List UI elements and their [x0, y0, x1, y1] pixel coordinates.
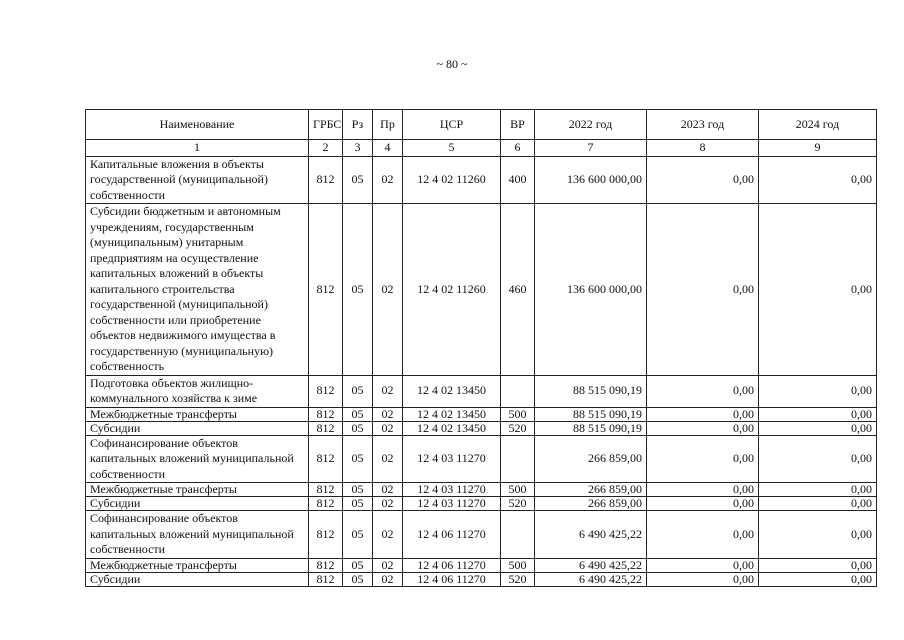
cell-grbs: 812: [309, 558, 343, 572]
cell-vr: 400: [501, 156, 535, 204]
cell-2023: 0,00: [647, 558, 759, 572]
table-row: [86, 572, 877, 586]
cell-2023: 0,00: [647, 421, 759, 435]
cell-2022: 6 490 425,22: [535, 572, 647, 586]
cell-2024: 0,00: [759, 156, 877, 204]
cell-2024: 0,00: [759, 511, 877, 559]
row-name: Подготовка объектов жилищно-коммунального хозяйства к зиме: [86, 375, 309, 407]
budget-table: [85, 109, 877, 587]
table-row: [86, 375, 877, 407]
table-row: [86, 421, 877, 435]
cell-csr: 12 4 06 11270: [403, 511, 501, 559]
cell-2024: 0,00: [759, 435, 877, 483]
column-number: 1: [86, 140, 309, 157]
cell-2023: 0,00: [647, 497, 759, 511]
cell-vr: [501, 375, 535, 407]
cell-vr: 520: [501, 572, 535, 586]
page-number: ~ 80 ~: [436, 57, 468, 71]
row-name: Межбюджетные трансферты: [86, 558, 309, 572]
table-row: [86, 407, 877, 421]
row-name: Софинансирование объектов капитальных вложений муниципальной собственности: [86, 435, 309, 483]
cell-2022: 88 515 090,19: [535, 407, 647, 421]
row-name: Субсидии: [86, 497, 309, 511]
cell-2022: 266 859,00: [535, 483, 647, 497]
cell-grbs: 812: [309, 375, 343, 407]
cell-pr: 02: [373, 407, 403, 421]
header-csr: ЦСР: [403, 110, 501, 140]
header-grbs: ГРБС: [309, 110, 343, 140]
cell-2023: 0,00: [647, 407, 759, 421]
table-row: [86, 511, 877, 559]
cell-2022: 6 490 425,22: [535, 511, 647, 559]
cell-csr: 12 4 06 11270: [403, 558, 501, 572]
header-2023: 2023 год: [647, 110, 759, 140]
row-name: Межбюджетные трансферты: [86, 407, 309, 421]
header-2024: 2024 год: [759, 110, 877, 140]
cell-vr: 520: [501, 497, 535, 511]
cell-2024: 0,00: [759, 572, 877, 586]
row-name: Межбюджетные трансферты: [86, 483, 309, 497]
header-2022: 2022 год: [535, 110, 647, 140]
cell-2022: 88 515 090,19: [535, 375, 647, 407]
header-name: Наименование: [86, 110, 309, 140]
cell-csr: 12 4 02 13450: [403, 407, 501, 421]
column-number-row: [86, 140, 877, 157]
cell-pr: 02: [373, 572, 403, 586]
cell-vr: [501, 435, 535, 483]
cell-pr: 02: [373, 421, 403, 435]
cell-rz: 05: [343, 497, 373, 511]
cell-2023: 0,00: [647, 572, 759, 586]
cell-2024: 0,00: [759, 483, 877, 497]
cell-csr: 12 4 02 13450: [403, 375, 501, 407]
cell-2022: 6 490 425,22: [535, 558, 647, 572]
cell-pr: 02: [373, 497, 403, 511]
header-row: [86, 110, 877, 140]
cell-2023: 0,00: [647, 156, 759, 204]
cell-2023: 0,00: [647, 204, 759, 376]
cell-2023: 0,00: [647, 435, 759, 483]
cell-csr: 12 4 02 11260: [403, 204, 501, 376]
row-name: Субсидии: [86, 421, 309, 435]
cell-csr: 12 4 02 11260: [403, 156, 501, 204]
cell-csr: 12 4 06 11270: [403, 572, 501, 586]
table-row: [86, 435, 877, 483]
cell-grbs: 812: [309, 497, 343, 511]
cell-2024: 0,00: [759, 204, 877, 376]
cell-rz: 05: [343, 421, 373, 435]
row-name: Капитальные вложения в объекты государственной (муниципальной) собственности: [86, 156, 309, 204]
row-name: Софинансирование объектов капитальных вложений муниципальной собственности: [86, 511, 309, 559]
cell-2022: 88 515 090,19: [535, 421, 647, 435]
cell-pr: 02: [373, 483, 403, 497]
cell-2024: 0,00: [759, 421, 877, 435]
cell-grbs: 812: [309, 204, 343, 376]
cell-2024: 0,00: [759, 558, 877, 572]
cell-vr: 520: [501, 421, 535, 435]
cell-pr: 02: [373, 156, 403, 204]
cell-grbs: 812: [309, 421, 343, 435]
cell-csr: 12 4 03 11270: [403, 435, 501, 483]
column-number: 4: [373, 140, 403, 157]
cell-2023: 0,00: [647, 483, 759, 497]
cell-grbs: 812: [309, 511, 343, 559]
cell-rz: 05: [343, 204, 373, 376]
header-pr: Пр: [373, 110, 403, 140]
table-row: [86, 558, 877, 572]
cell-rz: 05: [343, 483, 373, 497]
cell-2023: 0,00: [647, 511, 759, 559]
cell-csr: 12 4 02 13450: [403, 421, 501, 435]
cell-vr: 500: [501, 558, 535, 572]
cell-grbs: 812: [309, 572, 343, 586]
row-name: Субсидии: [86, 572, 309, 586]
cell-vr: [501, 511, 535, 559]
cell-2022: 266 859,00: [535, 497, 647, 511]
cell-2023: 0,00: [647, 375, 759, 407]
cell-rz: 05: [343, 435, 373, 483]
cell-rz: 05: [343, 511, 373, 559]
header-rz: Рз: [343, 110, 373, 140]
cell-grbs: 812: [309, 435, 343, 483]
cell-2022: 266 859,00: [535, 435, 647, 483]
cell-rz: 05: [343, 572, 373, 586]
cell-pr: 02: [373, 435, 403, 483]
column-number: 3: [343, 140, 373, 157]
cell-rz: 05: [343, 558, 373, 572]
cell-2022: 136 600 000,00: [535, 204, 647, 376]
cell-2024: 0,00: [759, 497, 877, 511]
cell-rz: 05: [343, 375, 373, 407]
cell-pr: 02: [373, 375, 403, 407]
cell-vr: 500: [501, 483, 535, 497]
cell-vr: 460: [501, 204, 535, 376]
cell-grbs: 812: [309, 156, 343, 204]
column-number: 5: [403, 140, 501, 157]
cell-csr: 12 4 03 11270: [403, 483, 501, 497]
column-number: 2: [309, 140, 343, 157]
cell-vr: 500: [501, 407, 535, 421]
table-row: [86, 483, 877, 497]
cell-grbs: 812: [309, 483, 343, 497]
header-vr: ВР: [501, 110, 535, 140]
column-number: 6: [501, 140, 535, 157]
cell-pr: 02: [373, 511, 403, 559]
cell-rz: 05: [343, 407, 373, 421]
cell-2024: 0,00: [759, 375, 877, 407]
cell-csr: 12 4 03 11270: [403, 497, 501, 511]
cell-rz: 05: [343, 156, 373, 204]
column-number: 8: [647, 140, 759, 157]
table-row: [86, 204, 877, 376]
table-row: [86, 497, 877, 511]
cell-2024: 0,00: [759, 407, 877, 421]
column-number: 9: [759, 140, 877, 157]
row-name: Субсидии бюджетным и автономным учреждениям, государственным (муниципальным) унитарным предприятиям на осуществление капитальных вложений в объекты капитального строительства государственной (муниципальной) собственности или приобретение объектов недвижимого имущества в государственную (муниципальную) собственность: [86, 204, 309, 376]
cell-2022: 136 600 000,00: [535, 156, 647, 204]
cell-grbs: 812: [309, 407, 343, 421]
cell-pr: 02: [373, 204, 403, 376]
table-row: [86, 156, 877, 204]
column-number: 7: [535, 140, 647, 157]
cell-pr: 02: [373, 558, 403, 572]
